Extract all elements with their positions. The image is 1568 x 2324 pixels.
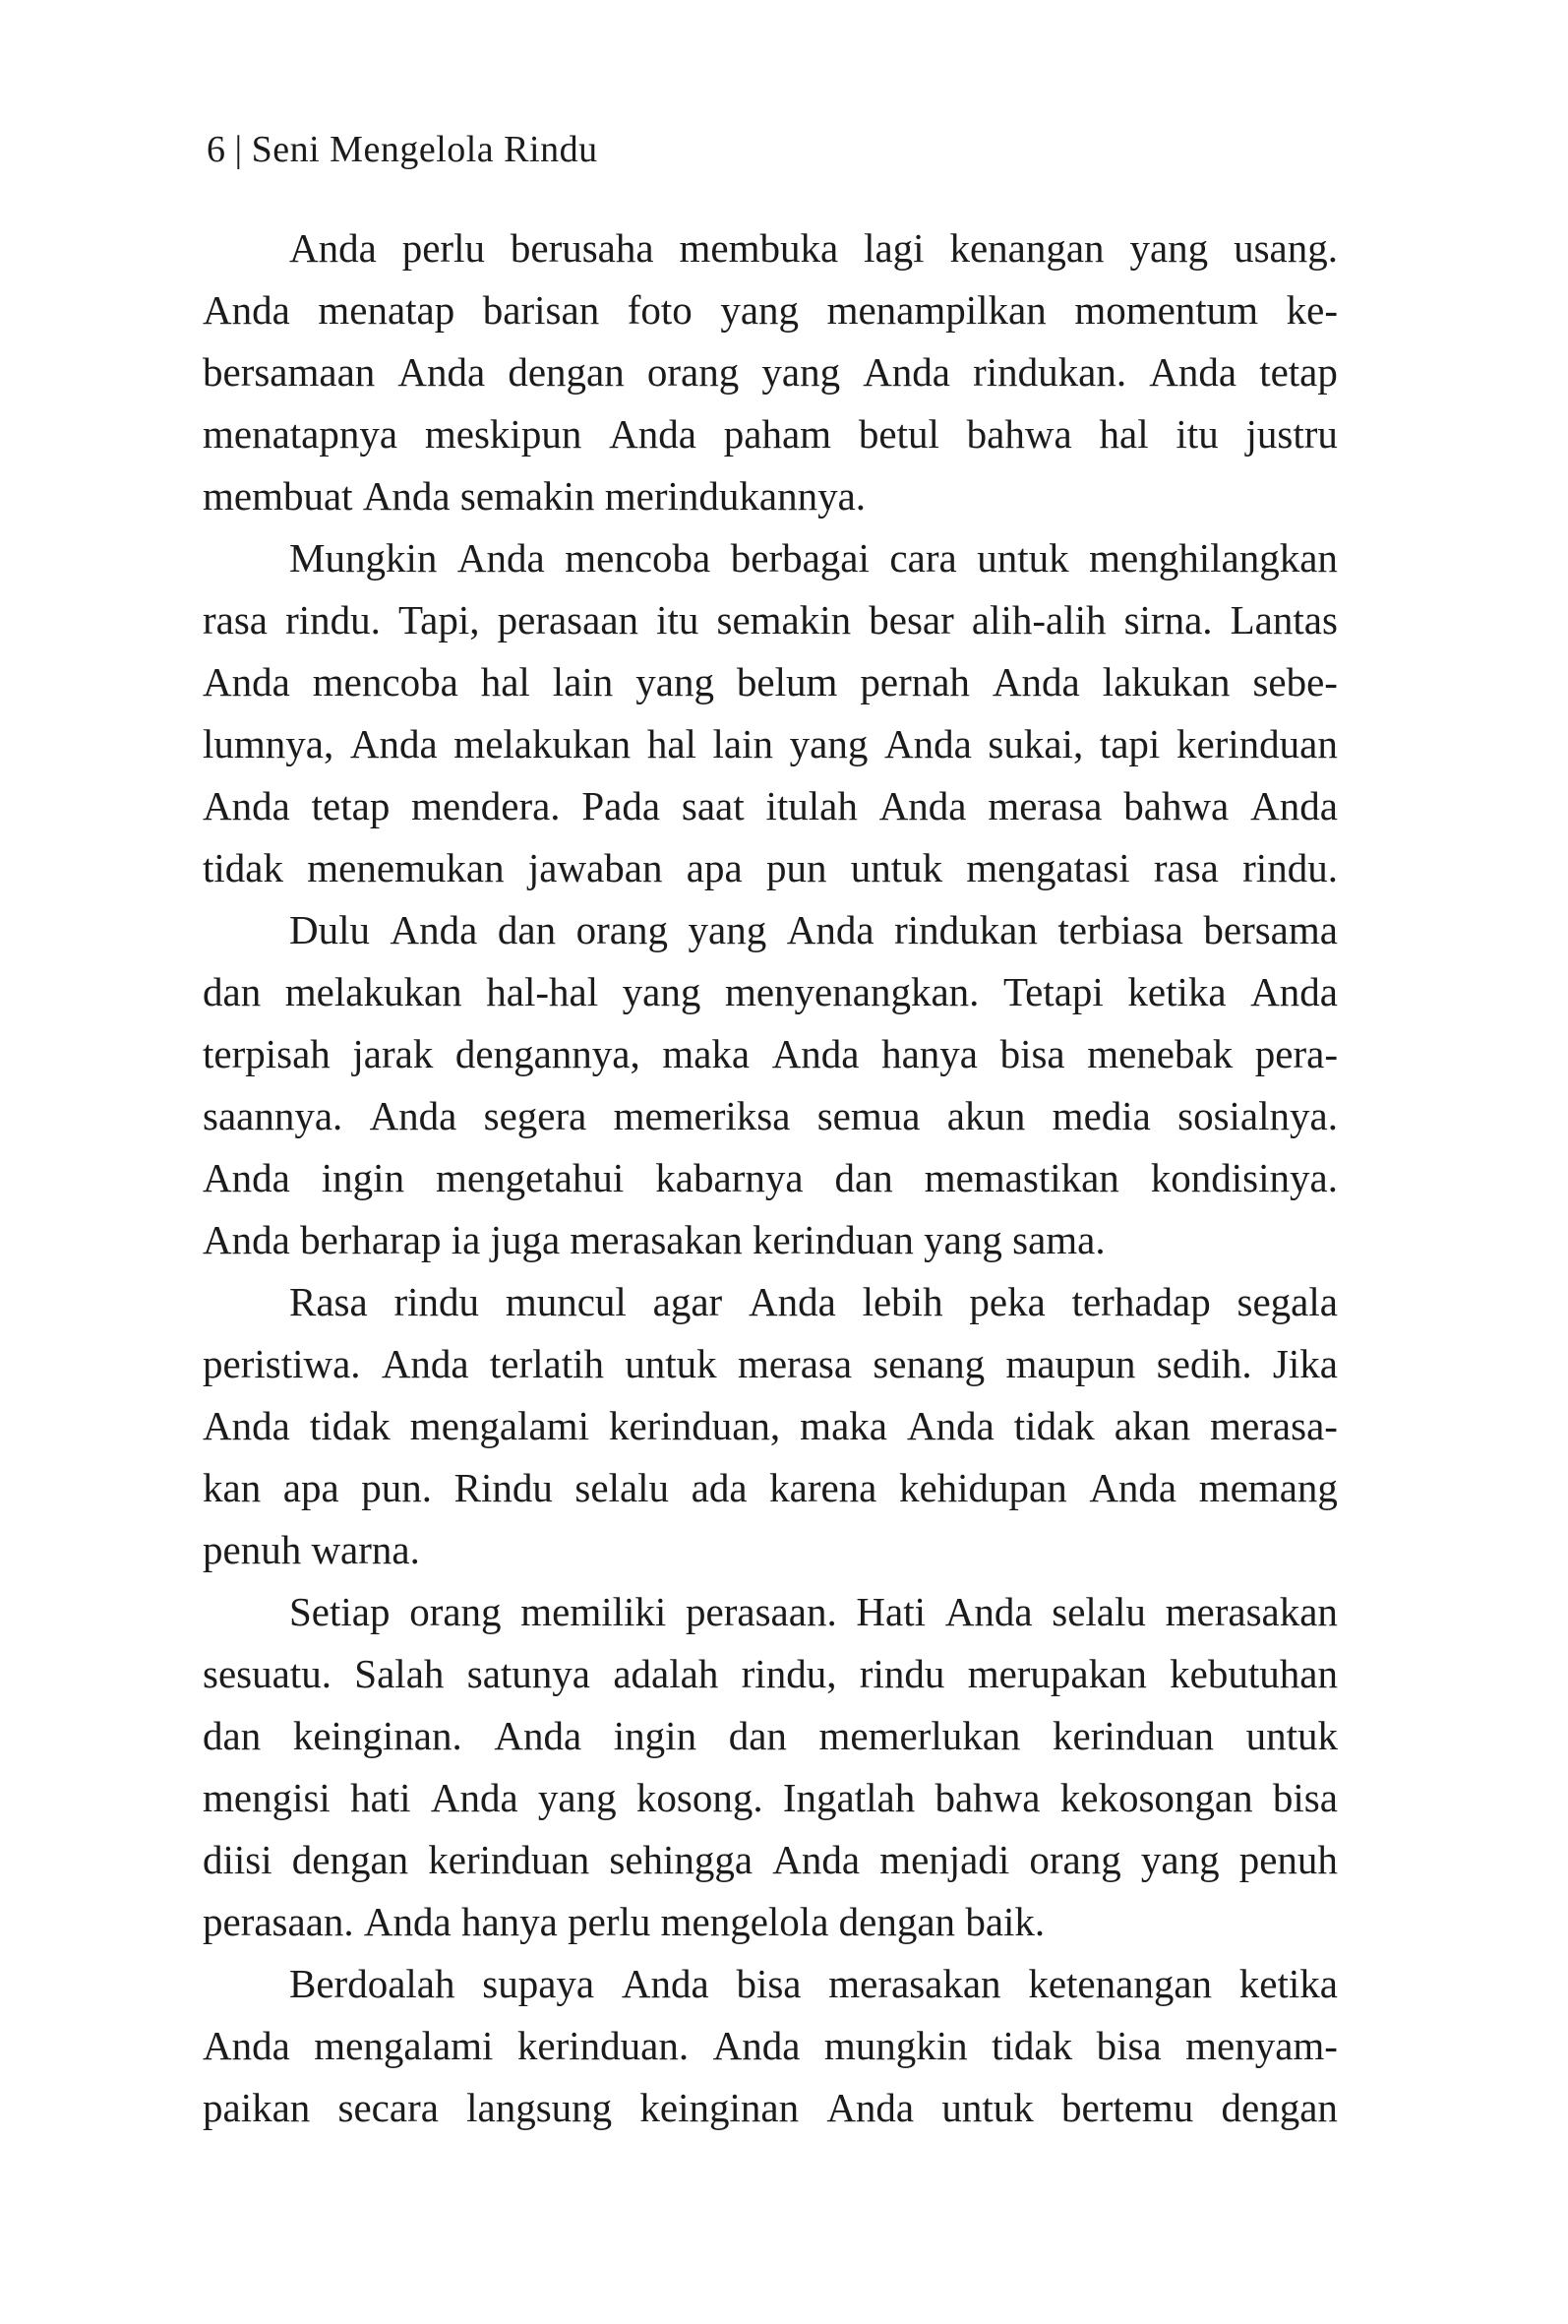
page-header xyxy=(207,128,598,171)
text-line: Anda berharap ia juga merasakan kerinduan yang sama. xyxy=(203,1217,1106,1262)
text-line: paikan secara langsung keinginan Anda untuk bertemu dengan xyxy=(203,2085,1338,2130)
body-text xyxy=(203,217,1338,2139)
text-line: dan keinginan. Anda ingin dan memerlukan kerinduan untuk xyxy=(203,1713,1338,1758)
text-line: Anda tetap mendera. Pada saat itulah Anda merasa bahwa Anda xyxy=(203,783,1338,828)
book-title: Seni Mengelola Rindu xyxy=(251,129,598,170)
text-line: Dulu Anda dan orang yang Anda rindukan terbiasa bersama xyxy=(289,907,1338,952)
text-line: Mungkin Anda mencoba berbagai cara untuk menghilangkan xyxy=(289,535,1338,581)
paragraph xyxy=(203,527,1338,899)
paragraph xyxy=(203,217,1338,527)
text-line: Anda mengalami kerinduan. Anda mungkin tidak bisa menyam- xyxy=(203,2023,1338,2068)
paragraph xyxy=(203,899,1338,1271)
text-line: Anda perlu berusaha membuka lagi kenangan yang usang. xyxy=(289,225,1338,271)
text-line: Berdoalah supaya Anda bisa merasakan ketenangan ketika xyxy=(289,1961,1338,2006)
text-line: sesuatu. Salah satunya adalah rindu, rindu merupakan kebutuhan xyxy=(203,1651,1338,1696)
text-line: perasaan. Anda hanya perlu mengelola dengan baik. xyxy=(203,1899,1046,1944)
text-line: saannya. Anda segera memeriksa semua akun media sosialnya. xyxy=(203,1093,1338,1138)
paragraph xyxy=(203,1271,1338,1581)
paragraph xyxy=(203,1953,1338,2139)
page-number: 6 xyxy=(207,129,226,170)
text-line: terpisah jarak dengannya, maka Anda hanya bisa menebak pera- xyxy=(203,1031,1338,1076)
text-line: kan apa pun. Rindu selalu ada karena kehidupan Anda memang xyxy=(203,1465,1338,1510)
paragraph xyxy=(203,1581,1338,1953)
text-line: diisi dengan kerinduan sehingga Anda menjadi orang yang penuh xyxy=(203,1837,1338,1882)
header-separator: | xyxy=(234,129,243,170)
text-line: mengisi hati Anda yang kosong. Ingatlah bahwa kekosongan bisa xyxy=(203,1775,1338,1820)
text-line: penuh warna. xyxy=(203,1527,420,1572)
text-line: tidak menemukan jawaban apa pun untuk mengatasi rasa rindu. xyxy=(203,845,1338,890)
text-line: dan melakukan hal-hal yang menyenangkan. Tetapi ketika Anda xyxy=(203,969,1338,1014)
text-line: Anda mencoba hal lain yang belum pernah Anda lakukan sebe- xyxy=(203,659,1338,704)
text-line: Anda tidak mengalami kerinduan, maka Anda tidak akan merasa- xyxy=(203,1403,1338,1448)
text-line: peristiwa. Anda terlatih untuk merasa senang maupun sedih. Jika xyxy=(203,1341,1338,1386)
text-line: rasa rindu. Tapi, perasaan itu semakin besar alih-alih sirna. Lantas xyxy=(203,597,1338,642)
text-line: menatapnya meskipun Anda paham betul bahwa hal itu justru xyxy=(203,411,1338,457)
text-line: bersamaan Anda dengan orang yang Anda rindukan. Anda tetap xyxy=(203,349,1338,395)
text-line: Setiap orang memiliki perasaan. Hati Anda selalu merasakan xyxy=(289,1589,1338,1634)
text-line: Anda menatap barisan foto yang menampilkan momentum ke- xyxy=(203,287,1338,333)
text-line: lumnya, Anda melakukan hal lain yang Anda sukai, tapi kerinduan xyxy=(203,721,1338,766)
text-line: membuat Anda semakin merindukannya. xyxy=(203,473,867,519)
text-line: Anda ingin mengetahui kabarnya dan memastikan kondisinya. xyxy=(203,1155,1338,1200)
text-line: Rasa rindu muncul agar Anda lebih peka terhadap segala xyxy=(289,1279,1338,1324)
